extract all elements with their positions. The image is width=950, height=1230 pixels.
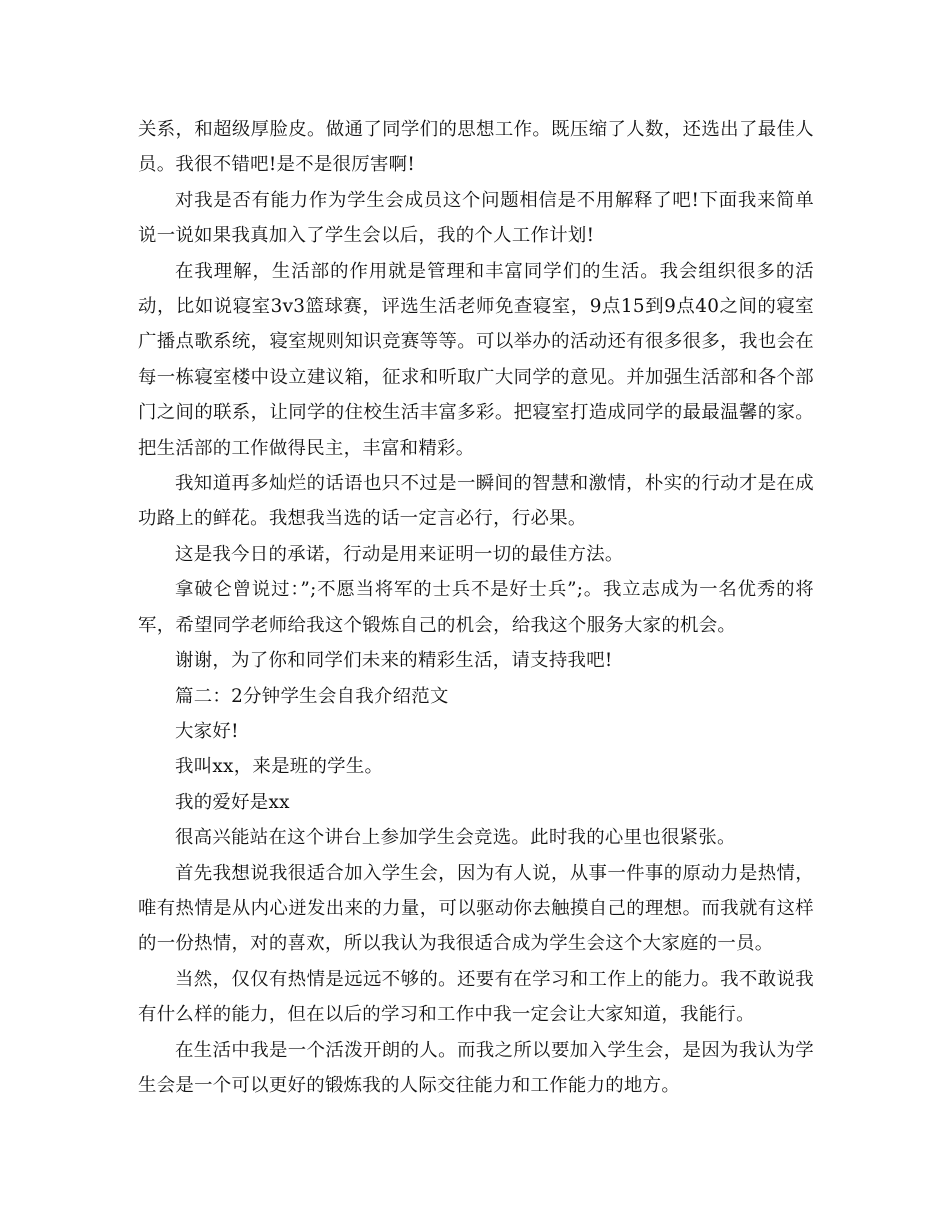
paragraph-1: 关系，和超级厚脸皮。做通了同学们的思想工作。既压缩了人数，还选出了最佳人员。我很不错吧!是不是很厉害啊! bbox=[138, 119, 814, 176]
paragraph-10: 我叫xx，来是班的学生。 bbox=[175, 756, 384, 778]
document-body bbox=[138, 112, 814, 1103]
section-heading: 篇二：2分钟学生会自我介绍范文 bbox=[175, 685, 449, 707]
paragraph-15: 在生活中我是一个活泼开朗的人。而我之所以要加入学生会，是因为我认为学生会是一个可以更好的锻炼我的人际交往能力和工作能力的地方。 bbox=[138, 1039, 814, 1096]
paragraph-7: 谢谢，为了你和同学们未来的精彩生活，请支持我吧! bbox=[175, 650, 613, 672]
paragraph-3: 在我理解，生活部的作用就是管理和丰富同学们的生活。我会组织很多的活动，比如说寝室3v3篮球赛，评选生活老师免查寝室，9点15到9点40之间的寝室广播点歌系统，寝室规则知识竞赛等等。可以举办的活动还有很多很多，我也会在每一栋寝室楼中设立建议箱，征求和听取广大同学的意见。并加强生活部和各个部门之间的联系，让同学的住校生活丰富多彩。把寝室打造成同学的最最温馨的家。把生活部的工作做得民主，丰富和精彩。 bbox=[138, 260, 814, 459]
paragraph-14: 当然，仅仅有热情是远远不够的。还要有在学习和工作上的能力。我不敢说我有什么样的能力，但在以后的学习和工作中我一定会让大家知道，我能行。 bbox=[138, 968, 814, 1026]
paragraph-5: 这是我今日的承诺，行动是用来证明一切的最佳方法。 bbox=[175, 543, 624, 565]
paragraph-11: 我的爱好是xx bbox=[175, 791, 290, 813]
paragraph-6: 拿破仑曾说过：”;不愿当将军的士兵不是好士兵”;。我立志成为一名优秀的将军，希望同学老师给我这个锻炼自己的机会，给我这个服务大家的机会。 bbox=[138, 579, 814, 636]
paragraph-4: 我知道再多灿烂的话语也只不过是一瞬间的智慧和激情，朴实的行动才是在成功路上的鲜花。我想我当选的话一定言必行，行必果。 bbox=[138, 473, 814, 530]
paragraph-9: 大家好! bbox=[175, 720, 239, 742]
paragraph-2: 对我是否有能力作为学生会成员这个问题相信是不用解释了吧!下面我来简单说一说如果我真加入了学生会以后，我的个人工作计划! bbox=[138, 189, 814, 247]
paragraph-13: 首先我想说我很适合加入学生会，因为有人说，从事一件事的原动力是热情，唯有热情是从内心迸发出来的力量，可以驱动你去触摸自己的理想。而我就有这样的一份热情，对的喜欢，所以我认为我很适合成为学生会这个大家庭的一员。 bbox=[138, 862, 814, 955]
paragraph-12: 很高兴能站在这个讲台上参加学生会竞选。此时我的心里也很紧张。 bbox=[175, 827, 736, 849]
